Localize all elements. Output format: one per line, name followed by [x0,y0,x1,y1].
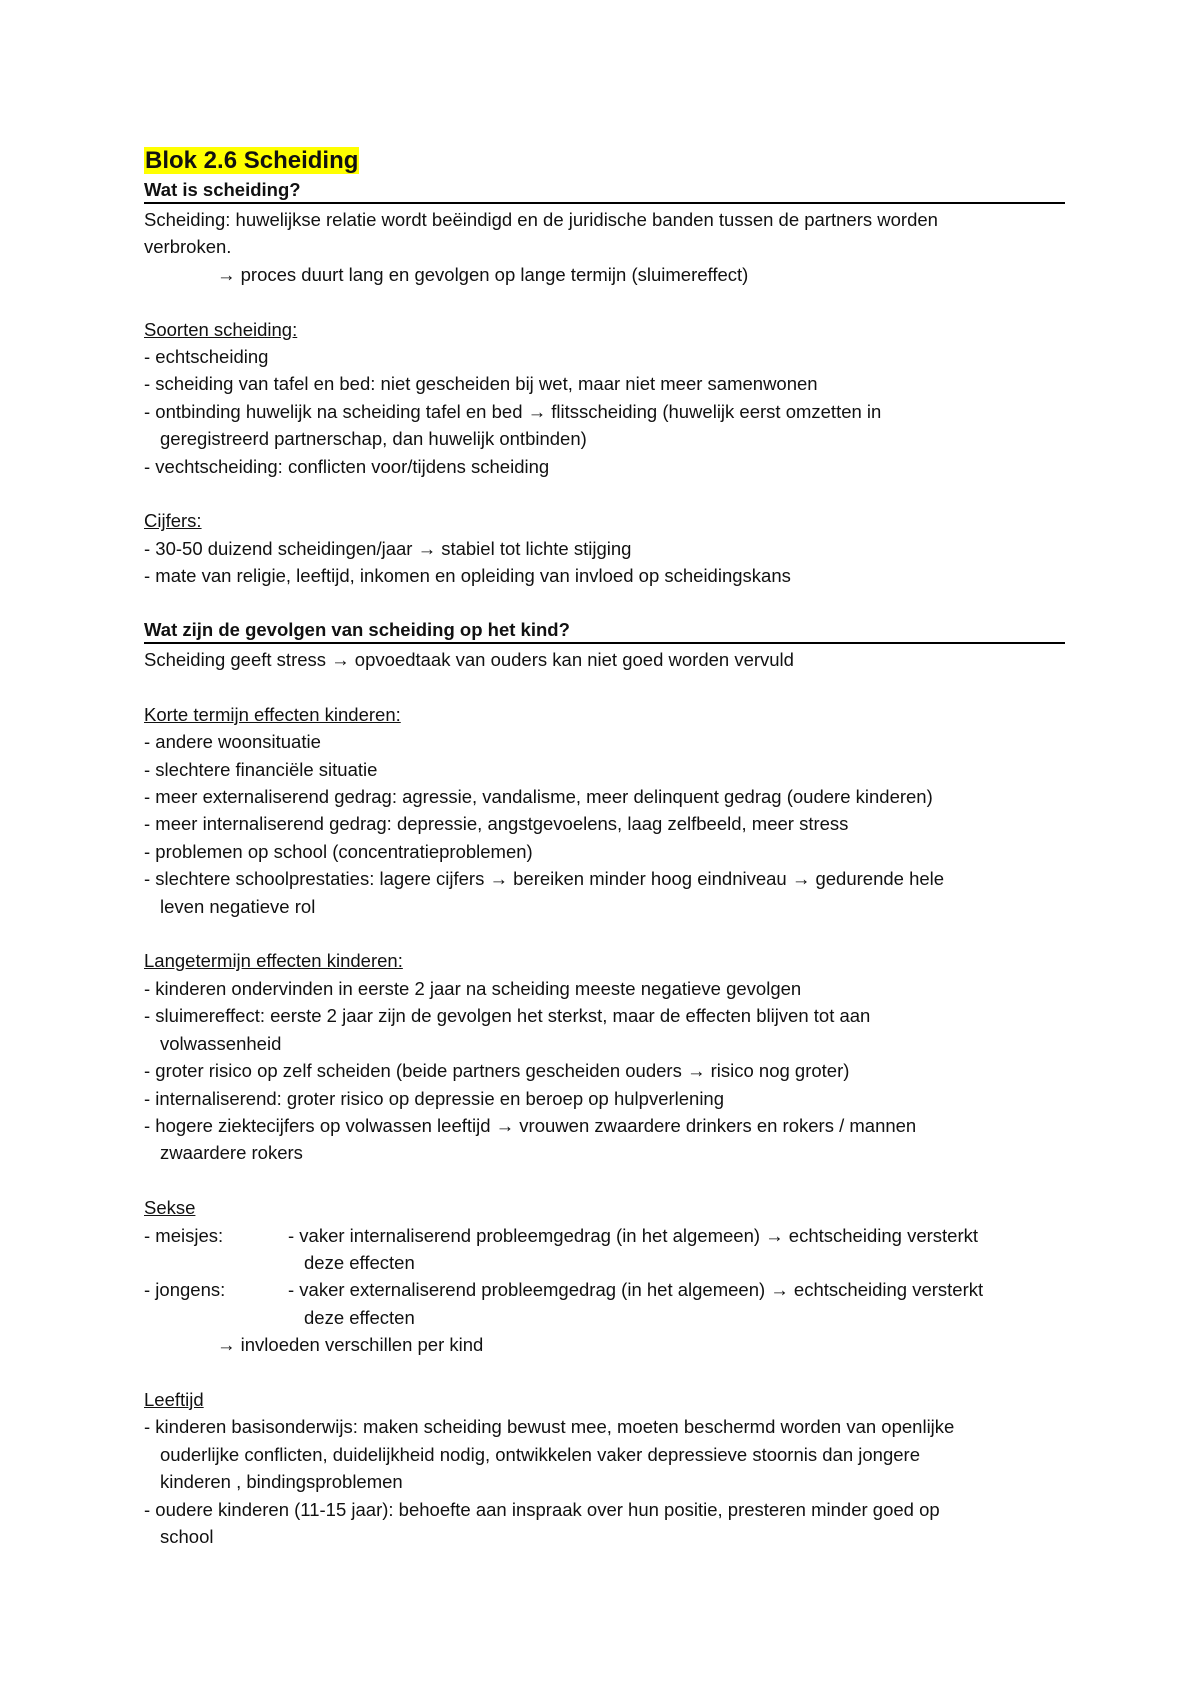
subheading-soorten: Soorten scheiding: [144,318,298,340]
paragraph-line: verbroken. [144,236,232,258]
sekse-continuation: deze effecten [304,1251,415,1273]
list-item: - sluimereffect: eerste 2 jaar zijn de gevolgen het sterkst, maar de effecten blijven tot aan [144,1005,871,1027]
list-item: - groter risico op zelf scheiden (beide partners gescheiden ouders → risico nog groter) [144,1060,850,1082]
list-item: - ontbinding huwelijk na scheiding tafel en bed → flitsscheiding (huwelijk eerst omzetten in [144,400,882,422]
list-item-continuation: zwaardere rokers [160,1142,303,1164]
list-item: - slechtere financiële situatie [144,758,378,780]
sekse-text: - vaker internaliserend probleemgedrag (in het algemeen) → echtscheiding versterkt [288,1224,978,1246]
paragraph-line: Scheiding: huwelijkse relatie wordt beëindigd en de juridische banden tussen de partners worden [144,209,938,230]
subheading-langetermijn: Langetermijn effecten kinderen: [144,950,403,972]
sekse-row-meisjes [144,1222,1065,1249]
subheading-korte-termijn: Korte termijn effecten kinderen: [144,703,401,725]
section-heading-gevolgen: Wat zijn de gevolgen van scheiding op het kind? [144,617,1065,644]
paragraph-line: Scheiding geeft stress → opvoedtaak van ouders kan niet goed worden vervuld [144,649,794,671]
document-title: Blok 2.6 Scheiding [145,147,359,174]
sekse-label: - meisjes: [144,1224,224,1246]
section-heading-wat-is-scheiding: Wat is scheiding? [144,177,1065,204]
sekse-continuation: deze effecten [304,1306,415,1328]
list-item-continuation: ouderlijke conflicten, duidelijkheid nodig, ontwikkelen vaker depressieve stoornis dan jongere [160,1443,920,1465]
list-item: - vechtscheiding: conflicten voor/tijdens scheiding [144,455,550,477]
list-item-continuation: kinderen , bindingsproblemen [160,1471,403,1493]
sekse-label: - jongens: [144,1279,226,1301]
subheading-sekse: Sekse [144,1197,196,1219]
list-item: - scheiding van tafel en bed: niet gescheiden bij wet, maar niet meer samenwonen [144,373,818,395]
subheading-cijfers: Cijfers: [144,510,202,532]
list-item: - meer externaliserend gedrag: agressie, vandalisme, meer delinquent gedrag (oudere kinderen) [144,786,933,808]
list-item: - 30-50 duizend scheidingen/jaar → stabiel tot lichte stijging [144,537,632,559]
list-item-continuation: school [160,1525,214,1547]
list-item: - slechtere schoolprestaties: lagere cijfers → bereiken minder hoog eindniveau → gedurende hele [144,868,945,890]
sekse-text: - vaker externaliserend probleemgedrag (in het algemeen) → echtscheiding versterkt [288,1279,984,1301]
arrow-note: → proces duurt lang en gevolgen op lange termijn (sluimereffect) [217,263,749,285]
list-item: - andere woonsituatie [144,731,321,753]
arrow-note: → invloeden verschillen per kind [217,1334,484,1356]
list-item-continuation: geregistreerd partnerschap, dan huwelijk ontbinden) [160,428,587,450]
subheading-leeftijd: Leeftijd [144,1388,204,1410]
list-item: - echtscheiding [144,346,269,368]
document-content [144,145,1065,1550]
list-item: - kinderen ondervinden in eerste 2 jaar na scheiding meeste negatieve gevolgen [144,977,802,999]
list-item-continuation: volwassenheid [160,1032,282,1054]
list-item: - kinderen basisonderwijs: maken scheiding bewust mee, moeten beschermd worden van openlijke [144,1416,955,1438]
list-item: - internaliserend: groter risico op depressie en beroep op hulpverlening [144,1087,725,1109]
list-item-continuation: leven negatieve rol [160,895,316,917]
list-item: - meer internaliserend gedrag: depressie, angstgevoelens, laag zelfbeeld, meer stress [144,813,849,835]
list-item: - problemen op school (concentratieproblemen) [144,840,533,862]
list-item: - mate van religie, leeftijd, inkomen en opleiding van invloed op scheidingskans [144,565,791,587]
list-item: - hogere ziektecijfers op volwassen leeftijd → vrouwen zwaardere drinkers en rokers / mannen [144,1114,917,1136]
list-item: - oudere kinderen (11-15 jaar): behoefte aan inspraak over hun positie, presteren minder goed op [144,1498,940,1520]
sekse-row-jongens [144,1276,1065,1303]
